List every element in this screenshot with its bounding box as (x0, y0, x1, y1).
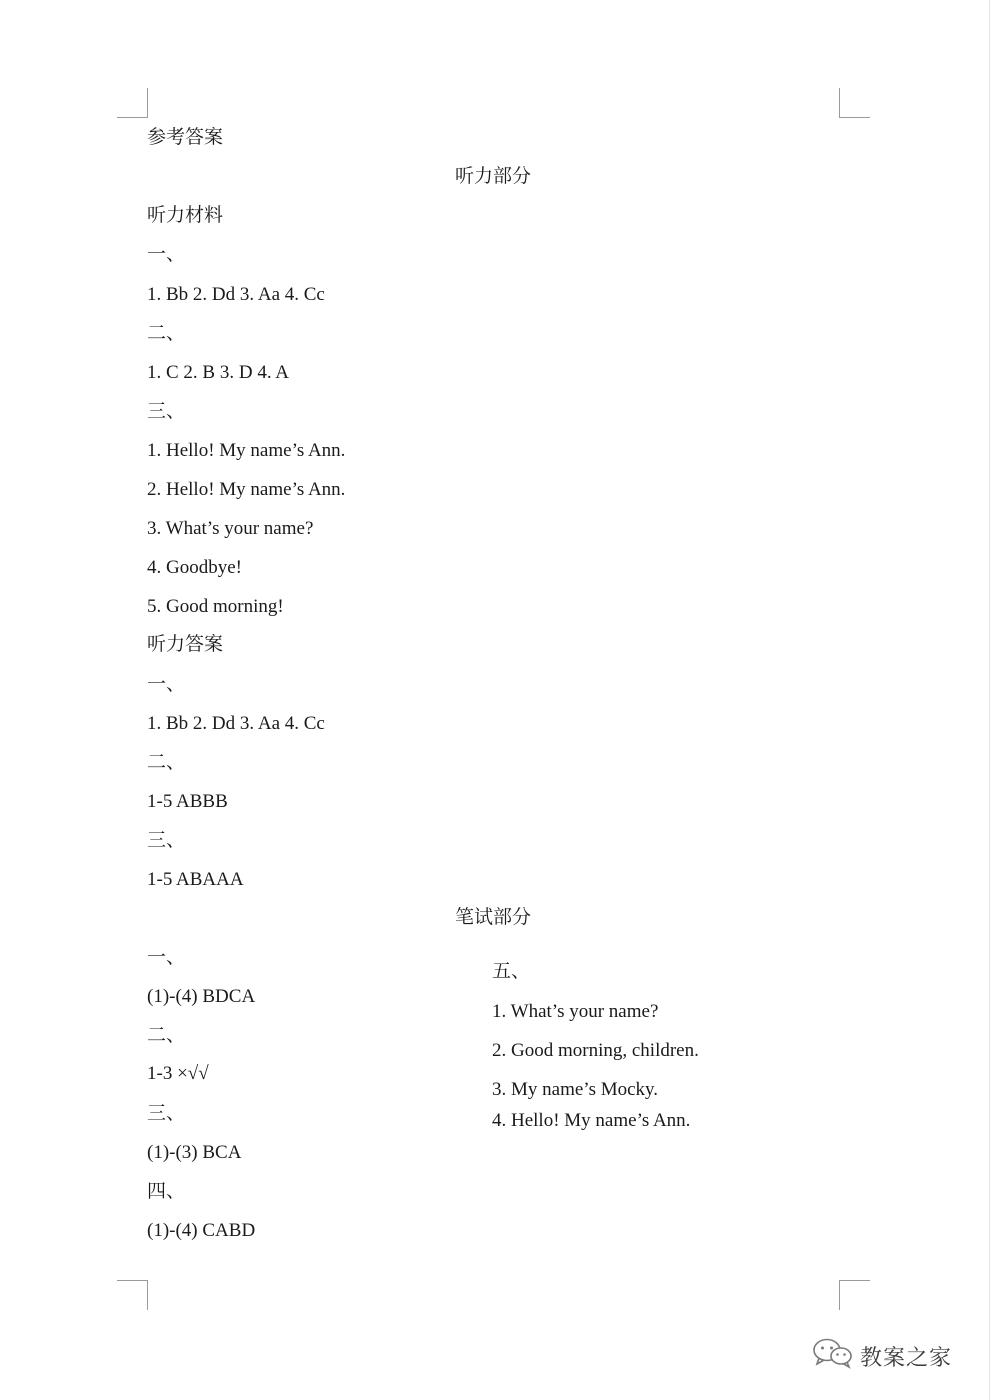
section-label: 四、 (147, 1181, 186, 1202)
section-label: 五、 (492, 961, 531, 982)
section-label: 三、 (147, 830, 186, 851)
answer-line: 1. Bb 2. Dd 3. Aa 4. Cc (147, 284, 325, 305)
answer-line: (1)-(3) BCA (147, 1142, 242, 1163)
answer-line: 5. Good morning! (147, 596, 284, 617)
listening-heading: 听力部分 (454, 166, 531, 187)
wechat-logo-icon (812, 1337, 854, 1375)
watermark-text: 教案之家 (860, 1345, 953, 1371)
answer-line: (1)-(4) CABD (147, 1220, 256, 1241)
watermark (812, 1338, 952, 1374)
answer-line: 2. Good morning, children. (492, 1040, 699, 1061)
section-label: 三、 (147, 1103, 186, 1124)
margin-mark-top-right (839, 88, 870, 118)
answer-line: 2. Hello! My name’s Ann. (147, 479, 346, 500)
doc-title: 参考答案 (147, 127, 224, 148)
section-label: 一、 (147, 244, 186, 265)
section-label: 二、 (147, 1025, 186, 1046)
section-label: 二、 (147, 323, 186, 344)
answer-line: 1. What’s your name? (492, 1001, 659, 1022)
section-label: 二、 (147, 752, 186, 773)
answer-line: 1. C 2. B 3. D 4. A (147, 362, 289, 383)
answer-line: 3. My name’s Mocky. (492, 1079, 659, 1100)
answer-line: 4. Hello! My name’s Ann. (492, 1110, 691, 1131)
margin-mark-bottom-right (839, 1280, 870, 1310)
answer-line: 1. Bb 2. Dd 3. Aa 4. Cc (147, 713, 325, 734)
listening-answers-label: 听力答案 (147, 634, 224, 655)
answer-line: 1-3 ×√√ (147, 1063, 209, 1084)
section-label: 三、 (147, 401, 186, 422)
section-label: 一、 (147, 674, 186, 695)
listening-material-label: 听力材料 (147, 205, 224, 226)
answer-line: 1-5 ABAAA (147, 869, 244, 890)
answer-line: (1)-(4) BDCA (147, 986, 256, 1007)
answer-line: 1. Hello! My name’s Ann. (147, 440, 346, 461)
margin-mark-top-left (117, 88, 148, 118)
answer-line: 4. Goodbye! (147, 557, 242, 578)
written-heading: 笔试部分 (454, 907, 531, 928)
section-label: 一、 (147, 947, 186, 968)
margin-mark-bottom-left (117, 1280, 148, 1310)
answer-line: 3. What’s your name? (147, 518, 314, 539)
answer-line: 1-5 ABBB (147, 791, 228, 812)
